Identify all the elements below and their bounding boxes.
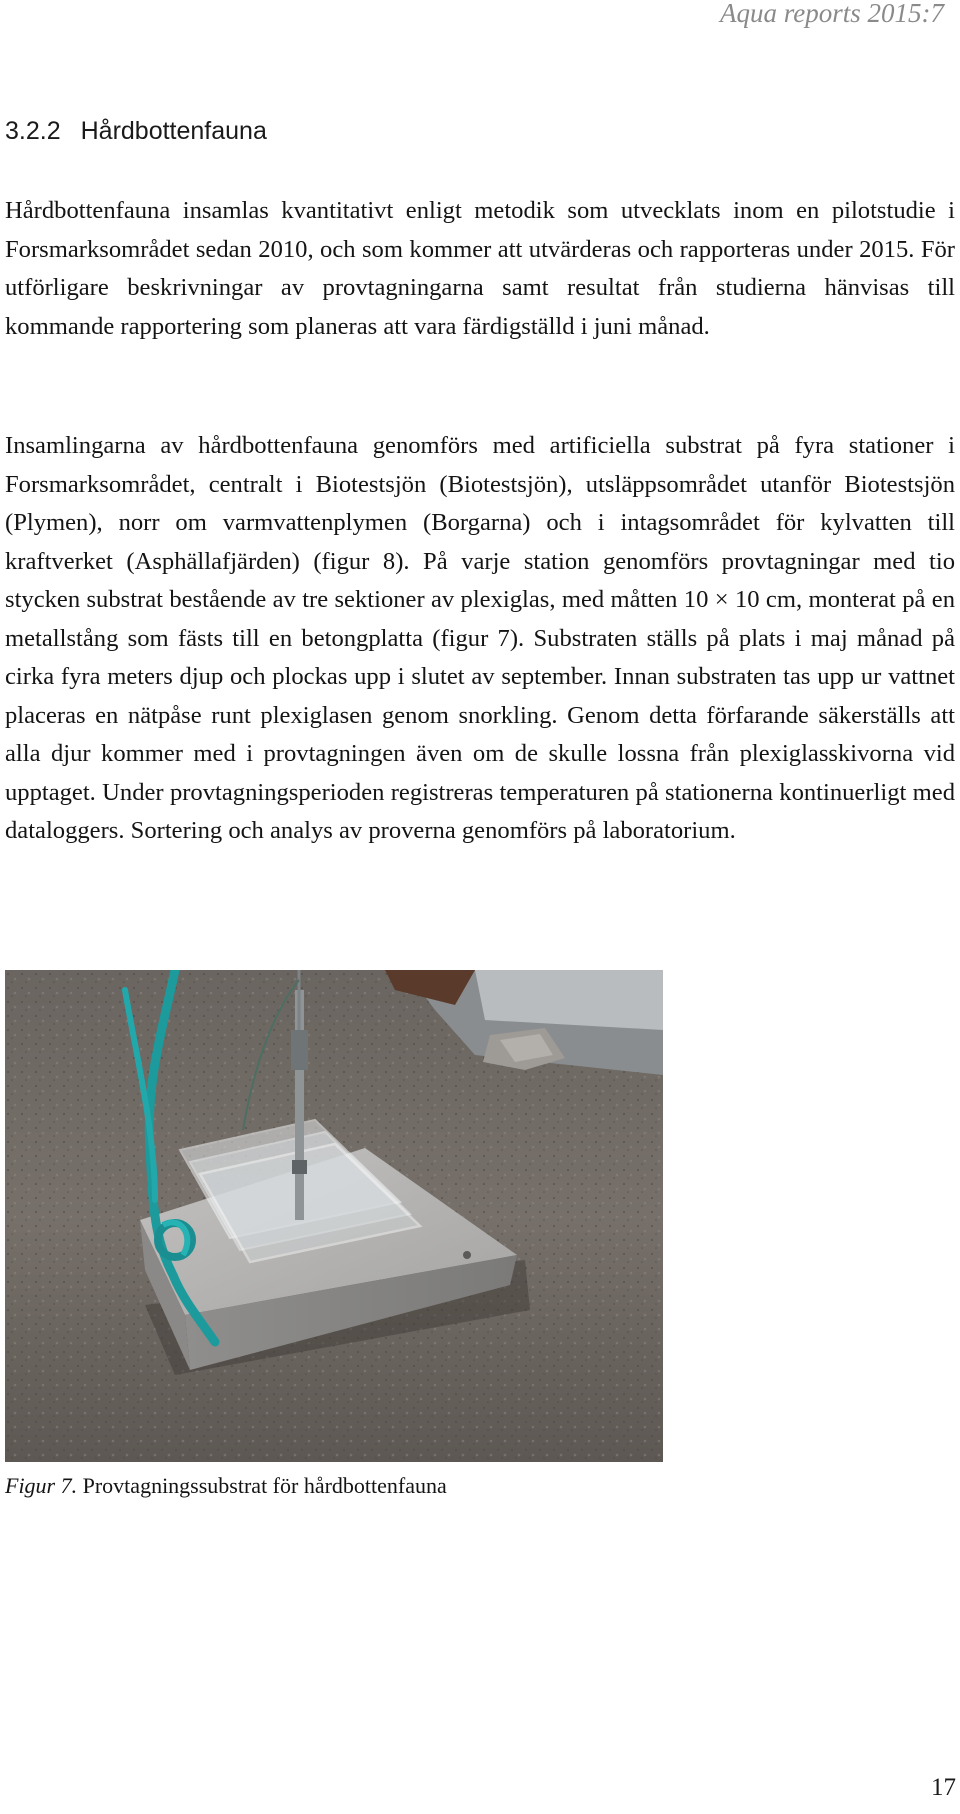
- figure-photo: [5, 970, 663, 1462]
- section-heading: [5, 117, 267, 146]
- page-number: 17: [931, 1774, 956, 1801]
- figure-caption-text: Provtagningssubstrat för hårdbottenfauna: [82, 1473, 447, 1498]
- body-paragraph: Hårdbottenfauna insamlas kvantitativt enligt metodik som utvecklats inom en pilotstudie i Forsmarksområdet sedan 2010, och som kommer att utvärderas och rapporteras under 2015. För utförligare beskrivningar av provtagningarna samt resultat från studierna hänvisas till kommande rapportering som planeras att vara färdigställd i juni månad.: [5, 197, 955, 340]
- body-paragraph: Insamlingarna av hårdbottenfauna genomförs med artificiella substrat på fyra stationer i Forsmarksområdet, centralt i Biotestsjön (Biotestsjön), utsläppsområdet utanför Biotestsjön (Plymen), norr om varmvattenplymen (Borgarna) och i intagsområdet för kylvatten till kraftverket (Asphällafjärden) (figur 8). På varje station genomförs provtagningar med tio stycken substrat bestående av tre sektioner av plexiglas, med måtten 10 × 10 cm, monterat på en metallstång som fästs till en betongplatta (figur 7). Substraten ställs på plats i maj månad på cirka fyra meters djup och plockas upp i slutet av september. Innan substraten tas upp ur vattnet placeras en nätpåse runt plexiglasen genom snorkling. Genom detta förfarande säkerställs att alla djur kommer med i provtagningen även om de skulle lossna från plexiglasskivorna vid upptaget. Under provtagningsperioden registreras temperaturen på stationerna kontinuerligt med dataloggers. Sortering och analys av proverna genomförs på laboratorium.: [5, 432, 955, 844]
- running-header: Aqua reports 2015:7: [720, 0, 944, 28]
- section-number: 3.2.2: [5, 117, 61, 145]
- figure-label: Figur 7.: [5, 1473, 78, 1498]
- figure-caption: [5, 1473, 447, 1499]
- section-title: Hårdbottenfauna: [80, 117, 267, 145]
